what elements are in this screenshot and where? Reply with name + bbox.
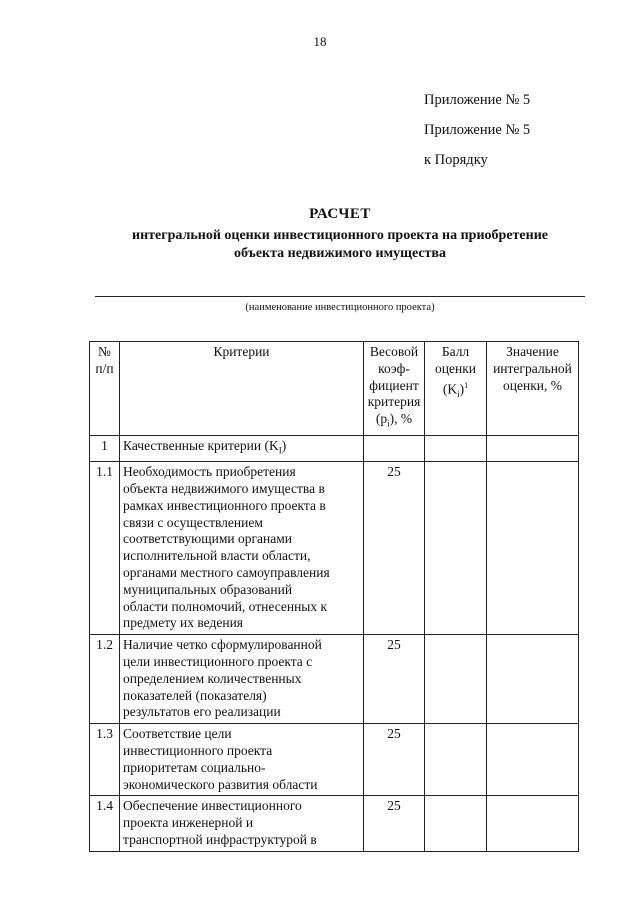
criterion-line: муниципальных образований bbox=[123, 581, 293, 597]
criterion-line: показателей (показателя) bbox=[123, 687, 267, 703]
appendix-line-3: к Порядку bbox=[424, 152, 488, 168]
criteria-table bbox=[89, 341, 579, 852]
table-row bbox=[90, 462, 579, 635]
criterion-line: связи с осуществлением bbox=[123, 514, 263, 530]
header-num-line-2: п/п bbox=[95, 360, 114, 376]
header-weight-pre: (p bbox=[375, 411, 388, 427]
criterion-line: цели инвестиционного проекта с bbox=[123, 653, 313, 669]
criterion-line: соответствующими органами bbox=[123, 531, 292, 547]
header-score bbox=[425, 342, 487, 436]
header-value-line-2: интегральной bbox=[493, 360, 572, 376]
header-weight-post: ), % bbox=[389, 411, 413, 427]
section-weight-cell bbox=[364, 435, 425, 461]
page-number: 18 bbox=[313, 34, 327, 49]
title-subtitle bbox=[90, 227, 590, 263]
header-num-line-1: № bbox=[98, 344, 111, 359]
header-score-post: ) bbox=[459, 381, 465, 397]
criterion-line: Соответствие цели bbox=[123, 726, 232, 742]
header-weight-line-2: коэф- bbox=[378, 360, 410, 376]
row-weight: 25 bbox=[364, 724, 425, 796]
section-value-cell bbox=[487, 435, 579, 461]
table-row bbox=[90, 724, 579, 796]
header-weight bbox=[364, 342, 425, 436]
document-title bbox=[90, 206, 590, 263]
criterion-line: результатов его реализации bbox=[123, 704, 281, 720]
header-weight-line-1: Весовой bbox=[369, 344, 419, 359]
criterion-line: Наличие четко сформулированной bbox=[123, 637, 322, 653]
criterion-line: Обеспечение инвестиционного bbox=[123, 798, 302, 814]
criterion-line: определением количественных bbox=[123, 670, 302, 686]
header-value-line-3: оценки, % bbox=[503, 377, 562, 393]
header-score-pre: (K bbox=[442, 381, 458, 397]
criterion-line: Необходимость приобретения bbox=[123, 464, 296, 480]
table-row bbox=[90, 796, 579, 851]
section-label-post: ) bbox=[281, 437, 287, 453]
header-score-line-3 bbox=[428, 378, 483, 403]
header-weight-sub: i bbox=[387, 418, 390, 429]
row-score-cell bbox=[425, 796, 487, 851]
section-num: 1 bbox=[90, 435, 120, 461]
row-weight: 25 bbox=[364, 635, 425, 724]
header-score-sub: i bbox=[457, 388, 460, 399]
row-criterion bbox=[120, 635, 364, 724]
title-main: РАСЧЕТ bbox=[309, 206, 371, 222]
table-header-row bbox=[90, 342, 579, 436]
table-row bbox=[90, 635, 579, 724]
header-weight-line-3: фициент bbox=[369, 377, 419, 393]
row-value-cell bbox=[487, 796, 579, 851]
header-weight-line-5 bbox=[367, 411, 421, 432]
header-criteria: Критерии bbox=[120, 342, 364, 436]
row-criterion bbox=[120, 796, 364, 851]
row-num: 1.1 bbox=[90, 462, 120, 635]
criterion-line: области полномочий, отнесенных к bbox=[123, 598, 328, 614]
section-row bbox=[90, 435, 579, 461]
row-num: 1.3 bbox=[90, 724, 120, 796]
project-name-underline bbox=[95, 296, 585, 297]
row-weight: 25 bbox=[364, 796, 425, 851]
criterion-line: объекта недвижимого имущества в bbox=[123, 480, 325, 496]
criterion-line: транспортной инфраструктурой в bbox=[123, 831, 317, 847]
header-num bbox=[90, 342, 120, 436]
header-score-line-2: оценки bbox=[435, 360, 476, 376]
criterion-line: инвестиционного проекта bbox=[123, 742, 273, 758]
header-value-line-1: Значение bbox=[506, 344, 559, 359]
title-sub-line-2: объекта недвижимого имущества bbox=[234, 246, 446, 261]
row-criterion bbox=[120, 462, 364, 635]
section-score-cell bbox=[425, 435, 487, 461]
criterion-line: рамках инвестиционного проекта в bbox=[123, 497, 326, 513]
criterion-line: экономического развития области bbox=[123, 776, 318, 792]
row-num: 1.2 bbox=[90, 635, 120, 724]
appendix-line-2: Приложение № 5 bbox=[424, 122, 531, 138]
section-label-pre: Качественные критерии (K bbox=[123, 437, 279, 453]
header-score-footnote: 1 bbox=[464, 380, 469, 390]
criterion-line: приоритетам социально- bbox=[123, 759, 266, 775]
row-score-cell bbox=[425, 724, 487, 796]
section-label bbox=[120, 435, 364, 461]
criterion-line: исполнительной власти области, bbox=[123, 548, 311, 564]
header-value bbox=[487, 342, 579, 436]
criterion-line: проекта инженерной и bbox=[123, 815, 254, 831]
row-value-cell bbox=[487, 724, 579, 796]
row-value-cell bbox=[487, 635, 579, 724]
section-label-sub: I bbox=[278, 445, 282, 456]
row-weight: 25 bbox=[364, 462, 425, 635]
appendix-line-1: Приложение № 5 bbox=[424, 92, 531, 108]
header-weight-line-4: критерия bbox=[367, 394, 421, 410]
title-sub-line-1: интегральной оценки инвестиционного проекта на приобретение bbox=[132, 228, 548, 243]
row-score-cell bbox=[425, 462, 487, 635]
row-criterion bbox=[120, 724, 364, 796]
row-num: 1.4 bbox=[90, 796, 120, 851]
criterion-line: предмету их ведения bbox=[123, 615, 244, 631]
header-score-line-1: Балл bbox=[441, 344, 470, 359]
row-score-cell bbox=[425, 635, 487, 724]
row-value-cell bbox=[487, 462, 579, 635]
criterion-line: органами местного самоуправления bbox=[123, 564, 330, 580]
project-name-caption: (наименование инвестиционного проекта) bbox=[245, 302, 435, 313]
